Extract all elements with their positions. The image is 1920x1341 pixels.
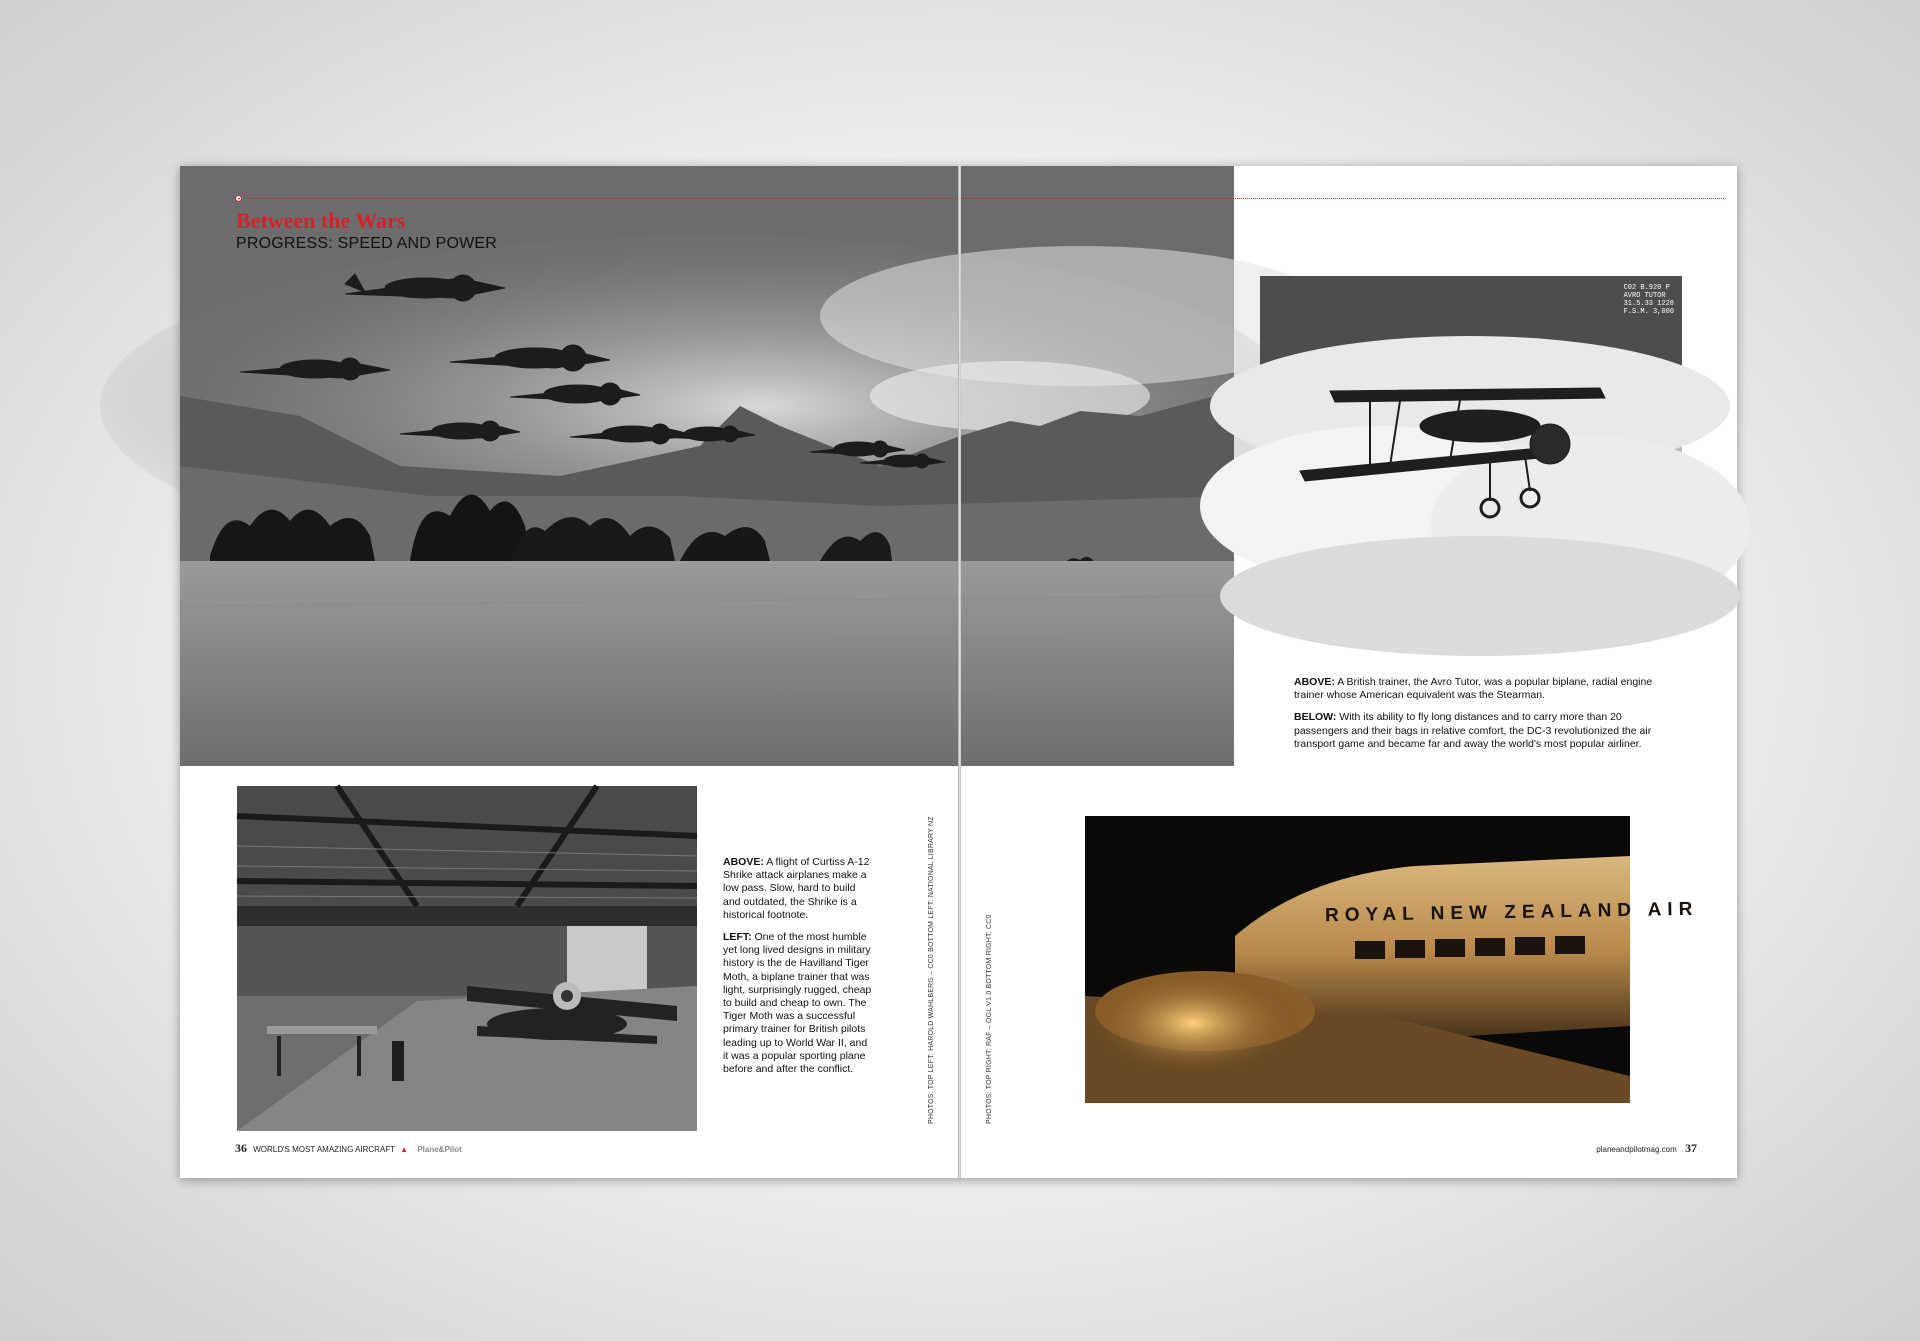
running-title: WORLD'S MOST AMAZING AIRCRAFT xyxy=(253,1145,395,1154)
footer-right xyxy=(1596,1141,1697,1156)
caption-text: One of the most humble yet long lived designs in military history is the de Havilland Tiger Moth, a biplane trainer that was light, surprisingly rugged, cheap to build and cheap to own. The Tiger Moth was a successful primary trainer for British pilots leading up to World War II, and it was a popular sporting plane before and after the conflict. xyxy=(723,931,872,1076)
magazine-url: planeandpilotmag.com xyxy=(1596,1145,1677,1154)
stamp-line-2: AVRO TUTOR xyxy=(1623,292,1666,300)
caption-label: ABOVE: xyxy=(1294,676,1335,688)
article-title: Between the Wars xyxy=(236,208,406,233)
avro-tutor-photo-illustration xyxy=(1260,276,1682,623)
photo-credit-right: PHOTOS: TOP RIGHT: RAF – OGL V1.0 BOTTOM RIGHT: CC0 xyxy=(986,914,993,1124)
stamp-line-1: C02 B.920 P xyxy=(1623,284,1670,292)
hero-photo-curtiss-shrike-formation xyxy=(180,166,1234,766)
dc3-livery-text: ROYAL NEW ZEALAND AIR xyxy=(1324,898,1699,927)
caption-label: BELOW: xyxy=(1294,711,1337,724)
caption-text: With its ability to fly long distances and to carry more than 20 passengers and their bags in relative comfort, the DC-3 revolutionized the air transport game and became far and away the world's most popular airliner. xyxy=(1294,711,1652,750)
footer-separator: ▲ xyxy=(400,1145,409,1154)
photo-credit-left: PHOTOS: TOP LEFT: HAROLD WAHLBERG – CC0 BOTTOM LEFT: NATIONAL LIBRARY NZ xyxy=(928,816,935,1124)
page-number-right: 37 xyxy=(1685,1141,1697,1155)
photo-archive-stamp xyxy=(1624,284,1674,316)
header-rule xyxy=(238,198,1724,199)
photo-dc3-rnzaf xyxy=(1085,816,1699,1103)
caption-above-right xyxy=(1294,676,1674,702)
stamp-line-4: F.S.M. 3,000 xyxy=(1623,308,1674,316)
hangar-photo-illustration xyxy=(237,786,697,1131)
magazine-spread xyxy=(180,166,1737,1178)
caption-right-page xyxy=(1294,676,1674,760)
spread-gutter xyxy=(958,166,961,1178)
caption-text: A British trainer, the Avro Tutor, was a popular biplane, radial engine trainer whose American equivalent was the Stearman. xyxy=(1294,676,1653,702)
photo-avro-tutor xyxy=(1260,276,1682,623)
hero-photo-illustration xyxy=(180,166,1234,766)
stamp-line-3: 31.5.33 1228 xyxy=(1623,300,1674,308)
caption-left-page xyxy=(723,856,873,1085)
caption-label: ABOVE: xyxy=(723,856,764,868)
caption-left-photo xyxy=(723,931,873,1076)
caption-below-right xyxy=(1294,711,1674,751)
photo-tiger-moth-hangar xyxy=(237,786,697,1131)
article-subtitle: PROGRESS: SPEED AND POWER xyxy=(236,235,498,252)
caption-label: LEFT: xyxy=(723,931,752,944)
dc3-photo-illustration xyxy=(1085,816,1630,1103)
magazine-brand-logo: Plane&Pilot xyxy=(417,1145,462,1154)
caption-above-left xyxy=(723,856,873,922)
caption-text: A flight of Curtiss A-12 Shrike attack airplanes make a low pass. Slow, hard to build and outdated, the Shrike is a historical footnote. xyxy=(723,856,870,921)
footer-left xyxy=(235,1141,462,1156)
page-number-left: 36 xyxy=(235,1141,247,1155)
